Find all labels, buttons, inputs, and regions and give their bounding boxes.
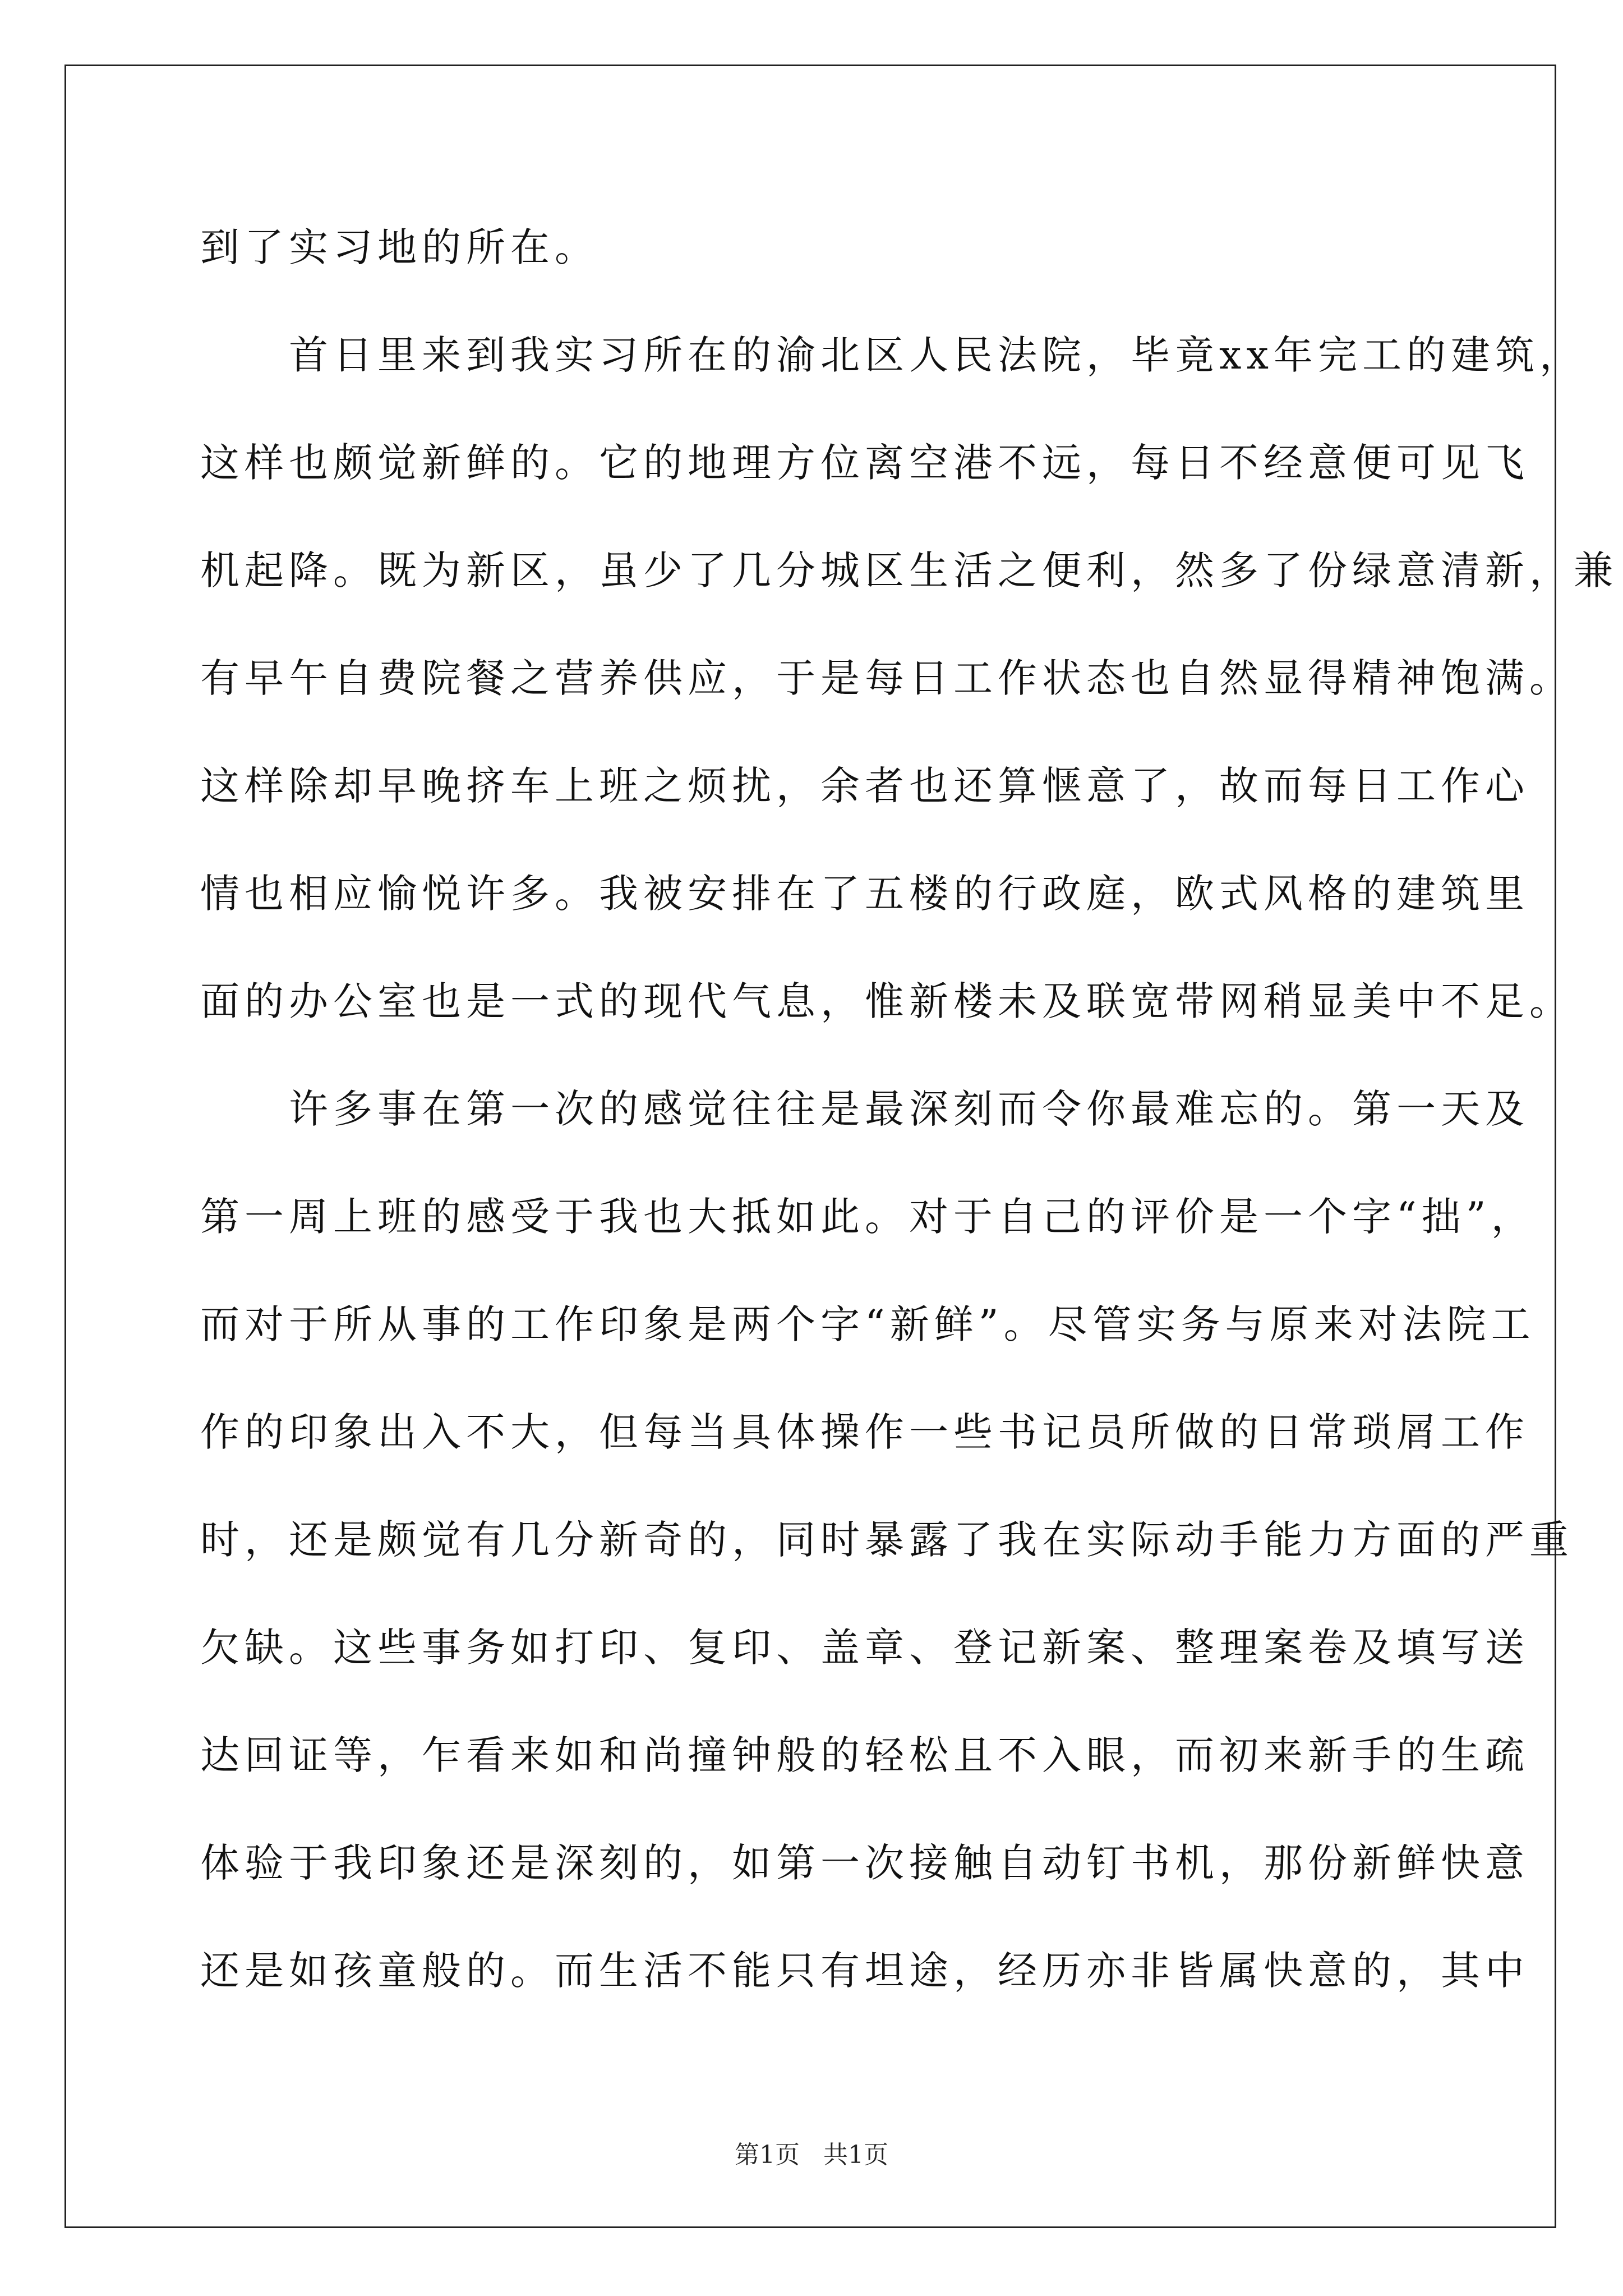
text-line: 达回证等，乍看来如和尚撞钟般的轻松且不入眼，而初来新手的生疏	[200, 1732, 1529, 1778]
page-number: 第1页	[735, 2141, 800, 2169]
text-line: 欠缺。这些事务如打印、复印、盖章、登记新案、整理案卷及填写送	[200, 1625, 1529, 1671]
text-line: 有早午自费院餐之营养供应，于是每日工作状态也自然显得精神饱满。	[200, 655, 1574, 701]
text-line: 而对于所从事的工作印象是两个字“新鲜”。尽管实务与原来对法院工	[200, 1301, 1536, 1347]
page-total: 共1页	[823, 2141, 888, 2169]
page-footer	[0, 2134, 1623, 2170]
text-line: 这样也颇觉新鲜的。它的地理方位离空港不远，每日不经意便可见飞	[200, 440, 1529, 486]
text-line: 面的办公室也是一式的现代气息，惟新楼未及联宽带网稍显美中不足。	[200, 978, 1574, 1024]
text-line: 还是如孩童般的。而生活不能只有坦途，经历亦非皆属快意的，其中	[200, 1948, 1529, 1994]
text-line: 许多事在第一次的感觉往往是最深刻而令你最难忘的。第一天及	[289, 1086, 1529, 1132]
text-line: 情也相应愉悦许多。我被安排在了五楼的行政庭，欧式风格的建筑里	[200, 871, 1529, 917]
text-line: 机起降。既为新区，虽少了几分城区生活之便利，然多了份绿意清新，兼	[200, 547, 1618, 593]
document-body	[200, 194, 1618, 2024]
text-line: 体验于我印象还是深刻的，如第一次接触自动钉书机，那份新鲜快意	[200, 1840, 1529, 1886]
text-line: 到了实习地的所在。	[200, 224, 599, 270]
text-line: 这样除却早晚挤车上班之烦扰，余者也还算惬意了，故而每日工作心	[200, 763, 1529, 809]
text-line: 时，还是颇觉有几分新奇的，同时暴露了我在实际动手能力方面的严重	[200, 1517, 1574, 1563]
text-line: 首日里来到我实习所在的渝北区人民法院，毕竟xx年完工的建筑，	[289, 332, 1584, 378]
text-line: 第一周上班的感受于我也大抵如此。对于自己的评价是一个字“拙”，	[200, 1194, 1536, 1240]
text-line: 作的印象出入不大，但每当具体操作一些书记员所做的日常琐屑工作	[200, 1409, 1529, 1455]
